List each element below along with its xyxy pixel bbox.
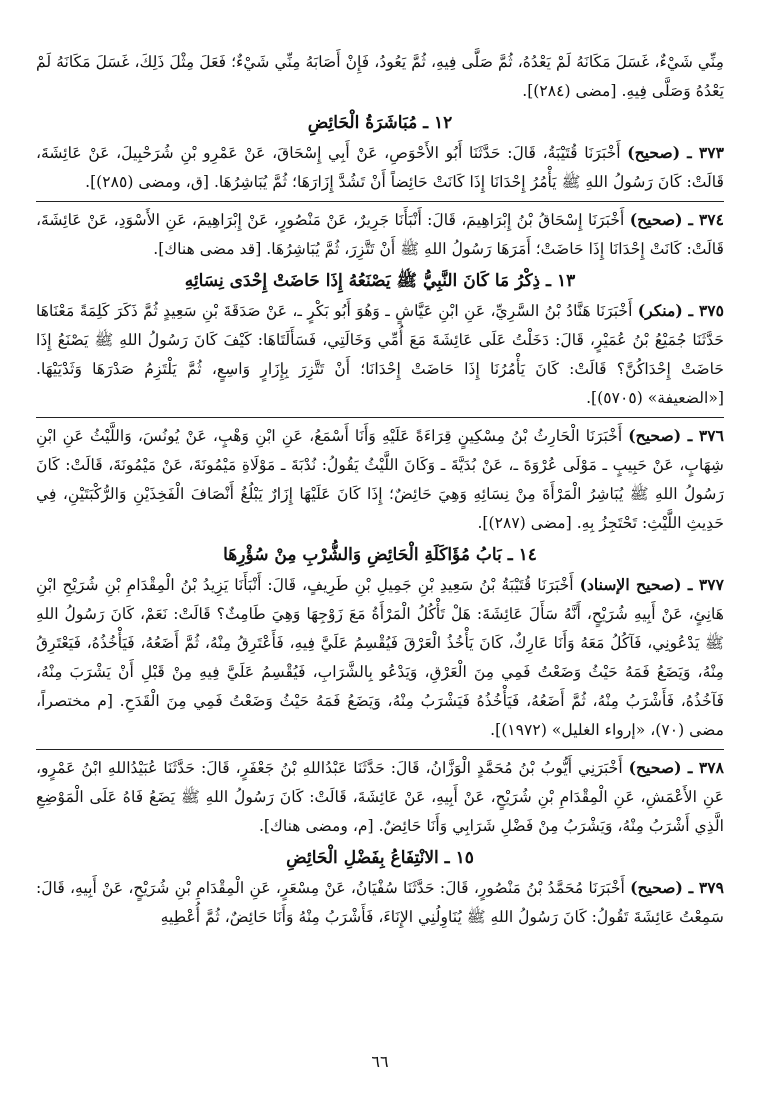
hadith-text: أَخْبَرَنَا قُتَيْبَةُ، قَالَ: حَدَّثَنَا أَبُو الأَحْوَصِ، عَنْ أَبِي إِسْحَاقَ، عَنْ عَمْرِو بْنِ شُرَحْبِيلَ، عَنْ عَائِشَةَ، قَالَتْ: كَانَ رَسُولُ اللهِ ﷺ يَأْمُرُ إِحْدَانَا إِذَا كَانَتْ حَائِضاً أَنْ تَشُدَّ إِزَارَهَا؛ ثُمَّ يُبَاشِرُهَا. [ق، ومضى (٢٨٥)].: [36, 144, 724, 191]
hadith-375: [36, 296, 724, 413]
section-heading-12: ١٢ ـ مُبَاشَرَةُ الْحَائِضِ: [307, 113, 453, 133]
paragraph-continuation: مِنِّي شَيْءٌ، غَسَلَ مَكَانَهُ لَمْ يَعْدُهُ، ثُمَّ صَلَّى فِيهِ، ثُمَّ يَعُودُ، فَإِنْ أَصَابَهُ مِنِّي شَيْءٌ؛ فَعَلَ مِثْلَ ذَلِكَ، غَسَلَ مَكَانَهُ لَمْ يَعْدُهُ وَصَلَّى فِيهِ. [مضى (٢٨٤)].: [36, 53, 724, 100]
hadith-text: أَخْبَرَنَا هَنَّادُ بْنُ السَّرِيِّ، عَنِ ابْنِ عَيَّاشٍ ـ وَهُوَ أَبُو بَكْرٍ ـ، عَنْ صَدَقَةَ بْنِ سَعِيدٍ ثُمَّ ذَكَرَ كَلِمَةً مَعْنَاهَا حَدَّثَنَا جُمَيْعُ بْنُ عُمَيْرٍ، قَالَ: دَخَلْتُ عَلَى عَائِشَةَ مَعَ أُمِّي وَخَالَتِي، فَسَأَلَتَاهَا: كَيْفَ كَانَ رَسُولُ اللهِ ﷺ يَصْنَعُ إِذَا حَاضَتْ إِحْدَاكُنَّ؟ قَالَتْ: كَانَ يَأْمُرُنَا إِذَا حَاضَتْ إِحْدَانَا؛ أَنْ تَتَّزِرَ بِإِزَارٍ وَاسِعٍ، ثُمَّ يَلْتَزِمُ صَدْرَهَا وَثَدْيَيْهَا. [«الضعيفة» (٥٧٠٥)].: [36, 302, 724, 407]
hadith-374: [36, 205, 724, 264]
section-heading-13: ١٣ ـ ذِكْرُ مَا كَانَ النَّبِيُّ ﷺ يَصْنَعُهُ إِذَا حَاضَتْ إِحْدَى نِسَائِهِ: [184, 271, 576, 291]
hadith-number-grade: ٣٧٨ ـ (صحيح): [628, 758, 724, 777]
hadith-number-grade: ٣٧٥ ـ (منكر): [637, 301, 724, 320]
hadith-number-grade: ٣٧٧ ـ (صحيح الإسناد): [579, 575, 724, 594]
section-heading-14: ١٤ ـ بَابُ مُؤَاكَلَةِ الْحَائِضِ وَالشُّرْبِ مِنْ سُؤْرِهَا: [223, 545, 537, 565]
hadith-377: [36, 570, 724, 745]
divider: [36, 201, 724, 202]
hadith-text: أَخْبَرَنَا قُتَيْبَةُ بْنُ سَعِيدِ بْنِ جَمِيلِ بْنِ طَرِيفٍ، قَالَ: أَنْبَأَنَا يَزِيدُ بْنُ الْمِقْدَامِ بْنِ شُرَيْحِ ابْنِ هَانِئٍ، عَنْ أَبِيهِ شُرَيْحٍ، أَنَّهُ سَأَلَ عَائِشَةَ: هَلْ تَأْكُلُ الْمَرْأَةُ مَعَ زَوْجِهَا وَهِيَ طَامِثٌ؟ قَالَتْ: نَعَمْ، كَانَ رَسُولُ اللهِ ﷺ يَدْعُونِي، فَآكُلُ مَعَهُ وَأَنَا عَارِكٌ، كَانَ يَأْخُذُ الْعَرْقَ فَيُقْسِمُ عَلَيَّ فِيهِ، فَأَعْتَرِقُ مِنْهُ، ثُمَّ أَضَعُهُ، فَيَأْخُذُهُ، فَيَعْتَرِقُ مِنْهُ، وَيَضَعُ فَمَهُ حَيْثُ وَضَعْتُ فَمِي مِنَ الْعَرْقِ، وَيَدْعُو بِالشَّرَابِ، فَيُقْسِمُ عَلَيَّ فِيهِ مِنْ قَبْلِ أَنْ يَشْرَبَ مِنْهُ، فَآخُذُهُ، فَأَشْرَبُ مِنْهُ، ثُمَّ أَضَعُهُ، فَيَأْخُذُهُ فَيَشْرَبُ مِنْهُ، وَيَضَعُ فَمَهُ حَيْثُ وَضَعْتُ فَمِي مِنَ الْقَدَحِ. [م مختصراً، مضى (٧٠)، «إرواء الغليل» (١٩٧٢)].: [36, 576, 724, 739]
hadith-text: أَخْبَرَنَا مُحَمَّدُ بْنُ مَنْصُورٍ، قَالَ: حَدَّثَنَا سُفْيَانُ، عَنْ مِسْعَرٍ، عَنِ الْمِقْدَامِ بْنِ شُرَيْحٍ، عَنْ أَبِيهِ، قَالَ: سَمِعْتُ عَائِشَةَ تَقُولُ: كَانَ رَسُولُ اللهِ ﷺ يُنَاوِلُنِي الإِنَاءَ، فَأَشْرَبُ مِنْهُ وَأَنَا حَائِضٌ، ثُمَّ أُعْطِيهِ: [36, 879, 724, 926]
section-heading-15: ١٥ ـ الانْتِفَاعُ بِفَضْلِ الْحَائِضِ: [286, 848, 474, 868]
document-page: [36, 48, 724, 1058]
divider: [36, 749, 724, 750]
hadith-379: [36, 873, 724, 932]
hadith-text: أَخْبَرَنَا إِسْحَاقُ بْنُ إِبْرَاهِيمَ، قَالَ: أَنْبَأَنَا جَرِيرٌ، عَنْ مَنْصُورٍ، عَنْ إِبْرَاهِيمَ، عَنِ الأَسْوَدِ، عَنْ عَائِشَةَ، قَالَتْ: كَانَتْ إِحْدَانَا إِذَا حَاضَتْ؛ أَمَرَهَا رَسُولُ اللهِ ﷺ أَنْ تَتَّزِرَ، ثُمَّ يُبَاشِرُهَا. [قد مضى هناك].: [36, 211, 724, 258]
hadith-376: [36, 421, 724, 538]
hadith-373: [36, 138, 724, 197]
hadith-number-grade: ٣٧٩ ـ (صحيح): [630, 878, 724, 897]
hadith-text: أَخْبَرَنَا الْحَارِثُ بْنُ مِسْكِينٍ قِرَاءَةً عَلَيْهِ وَأَنَا أَسْمَعُ، عَنِ ابْنِ وَهْبٍ، عَنْ يُونُسَ، وَاللَّيْثُ عَنِ ابْنِ شِهَابٍ، عَنْ حَبِيبٍ ـ مَوْلَى عُرْوَةَ ـ، عَنْ بُدَيَّةَ ـ وَكَانَ اللَّيْثُ يَقُولُ: نُدْبَةَ ـ مَوْلَاةِ مَيْمُونَةَ، عَنْ مَيْمُونَةَ، قَالَتْ: كَانَ رَسُولُ اللهِ ﷺ يُبَاشِرُ الْمَرْأَةَ مِنْ نِسَائِهِ وَهِيَ حَائِضٌ؛ إِذَا كَانَ عَلَيْهَا إِزَارٌ يَبْلُغُ أَنْصَافَ الْفَخِذَيْنِ وَالرُّكْبَتَيْنِ، فِي حَدِيثِ اللَّيْثِ: تَحْتَجِزُ بِهِ. [مضى (٢٨٧)].: [36, 427, 724, 532]
hadith-number-grade: ٣٧٤ ـ (صحيح): [629, 210, 724, 229]
page-number: ٦٦: [371, 1052, 389, 1071]
hadith-number-grade: ٣٧٣ ـ (صحيح): [627, 143, 724, 162]
hadith-text: أَخْبَرَنِي أَيُّوبُ بْنُ مُحَمَّدٍ الْوَزَّانُ، قَالَ: حَدَّثَنَا عَبْدُاللهِ بْنُ جَعْفَرٍ، قَالَ: حَدَّثَنَا عُبَيْدُاللهِ ابْنُ عَمْرٍو، عَنِ الأَعْمَشِ، عَنِ الْمِقْدَامِ بْنِ شُرَيْحٍ، عَنْ أَبِيهِ، عَنْ عَائِشَةَ، قَالَتْ: كَانَ رَسُولُ اللهِ ﷺ يَضَعُ فَاهُ عَلَى الْمَوْضِعِ الَّذِي أَشْرَبُ مِنْهُ، وَيَشْرَبُ مِنْ فَضْلِ شَرَابِي وَأَنَا حَائِضٌ. [م، ومضى هناك].: [36, 759, 724, 835]
hadith-378: [36, 753, 724, 841]
hadith-number-grade: ٣٧٦ ـ (صحيح): [628, 426, 724, 445]
divider: [36, 417, 724, 418]
